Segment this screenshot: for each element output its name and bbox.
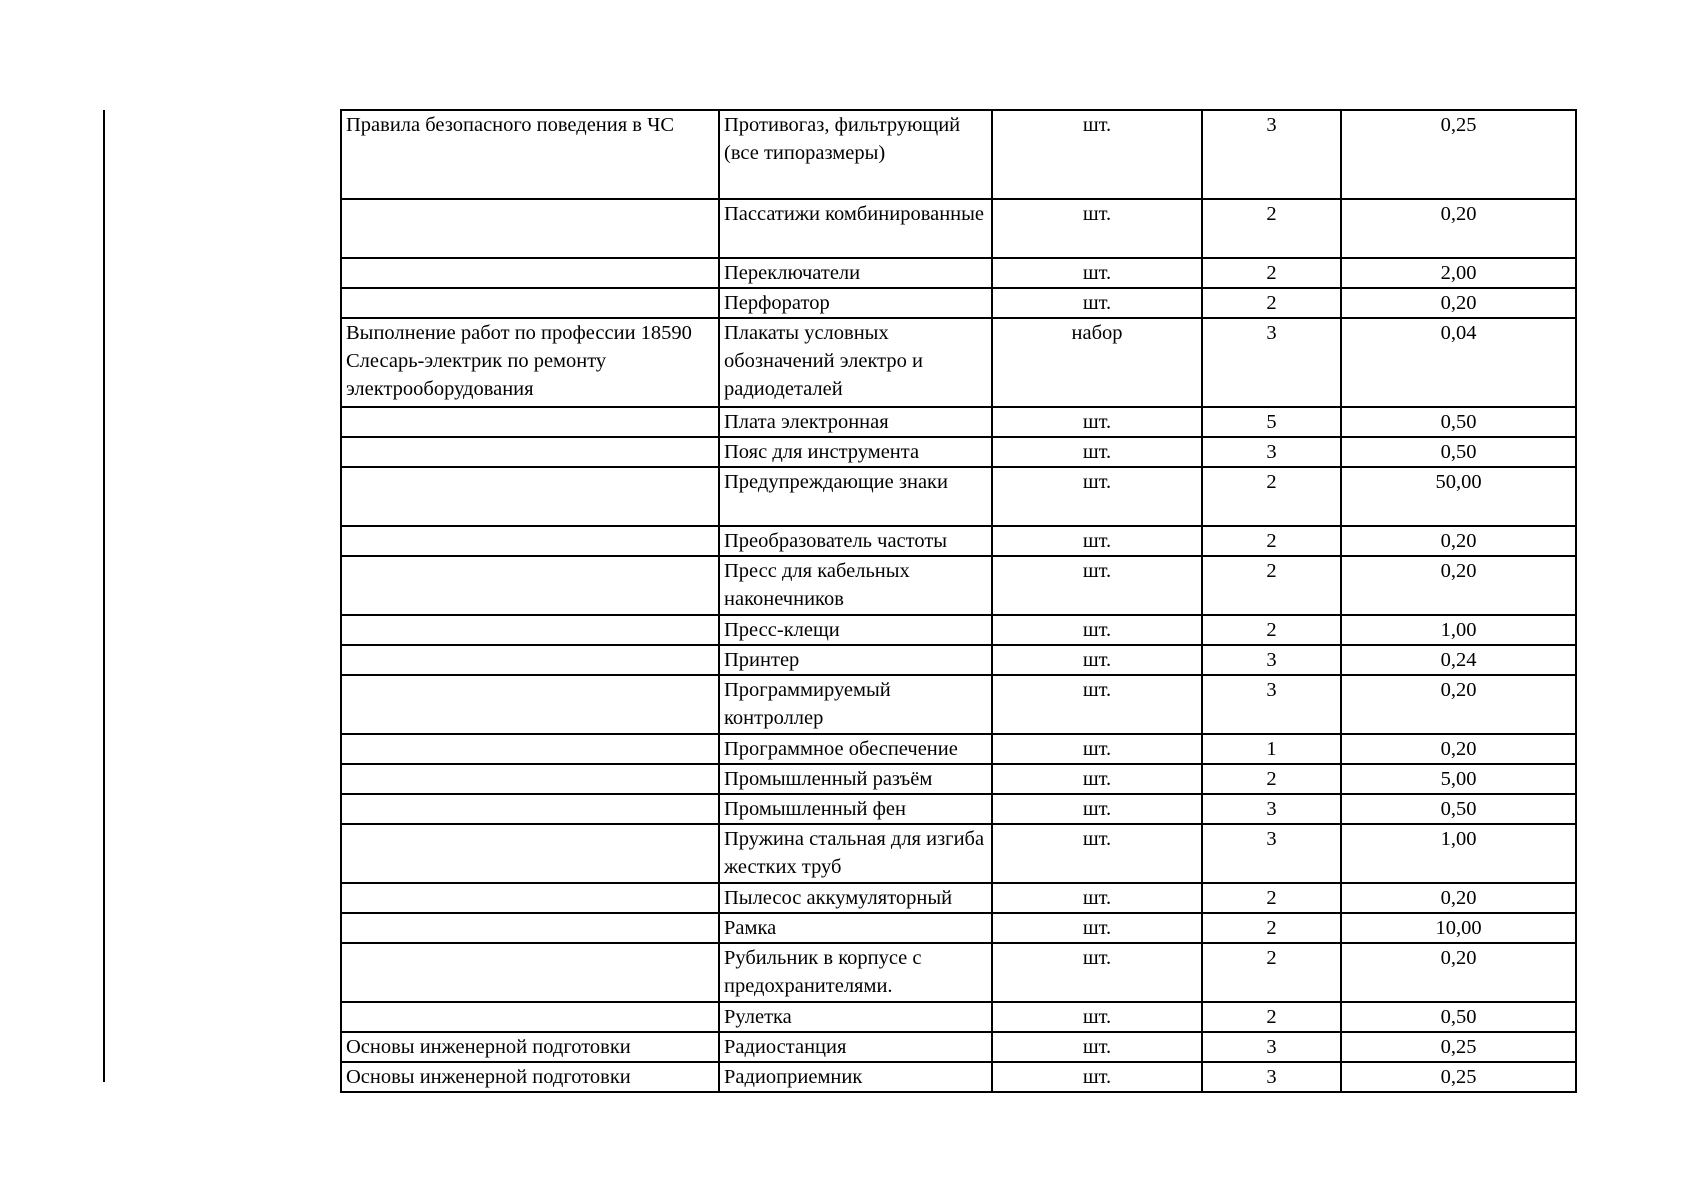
item-cell: Промышленный фен [719, 794, 992, 824]
value-cell: 0,20 [1341, 556, 1576, 615]
item-cell: Пресс для кабельных наконечников [719, 556, 992, 615]
unit-cell: шт. [992, 824, 1202, 883]
topic-cell [341, 764, 719, 794]
topic-cell [341, 913, 719, 943]
item-cell: Программируемый контроллер [719, 675, 992, 734]
unit-cell: шт. [992, 288, 1202, 318]
qty-cell: 2 [1202, 764, 1341, 794]
table-row [341, 913, 1576, 943]
unit-cell: шт. [992, 199, 1202, 258]
qty-cell: 2 [1202, 913, 1341, 943]
unit-cell: набор [992, 318, 1202, 407]
qty-cell: 2 [1202, 943, 1341, 1002]
value-cell: 1,00 [1341, 824, 1576, 883]
qty-cell: 3 [1202, 1032, 1341, 1062]
qty-cell: 2 [1202, 1002, 1341, 1032]
unit-cell: шт. [992, 943, 1202, 1002]
qty-cell: 2 [1202, 556, 1341, 615]
unit-cell: шт. [992, 526, 1202, 556]
table-row [341, 288, 1576, 318]
topic-cell [341, 1002, 719, 1032]
item-cell: Радиостанция [719, 1032, 992, 1062]
topic-cell [341, 794, 719, 824]
unit-cell: шт. [992, 645, 1202, 675]
table-row [341, 764, 1576, 794]
topic-cell [341, 824, 719, 883]
value-cell: 2,00 [1341, 258, 1576, 288]
unit-cell: шт. [992, 1002, 1202, 1032]
unit-cell: шт. [992, 764, 1202, 794]
qty-cell: 2 [1202, 199, 1341, 258]
table-row [341, 824, 1576, 883]
qty-cell: 1 [1202, 734, 1341, 764]
value-cell: 0,25 [1341, 110, 1576, 199]
item-cell: Пружина стальная для изгиба жестких труб [719, 824, 992, 883]
table-row [341, 467, 1576, 526]
value-cell: 0,20 [1341, 943, 1576, 1002]
topic-cell: Правила безопасного поведения в ЧС [341, 110, 719, 199]
left-margin-rule [103, 110, 105, 1082]
qty-cell: 3 [1202, 1062, 1341, 1092]
item-cell: Пояс для инструмента [719, 437, 992, 467]
item-cell: Рулетка [719, 1002, 992, 1032]
item-cell: Принтер [719, 645, 992, 675]
qty-cell: 3 [1202, 437, 1341, 467]
item-cell: Радиоприемник [719, 1062, 992, 1092]
topic-cell [341, 734, 719, 764]
value-cell: 0,50 [1341, 437, 1576, 467]
item-cell: Плакаты условных обозначений электро и радиодеталей [719, 318, 992, 407]
item-cell: Предупреждающие знаки [719, 467, 992, 526]
value-cell: 50,00 [1341, 467, 1576, 526]
item-cell: Плата электронная [719, 407, 992, 437]
table-row [341, 1032, 1576, 1062]
value-cell: 0,20 [1341, 199, 1576, 258]
topic-cell [341, 407, 719, 437]
table-row [341, 883, 1576, 913]
value-cell: 0,25 [1341, 1062, 1576, 1092]
qty-cell: 3 [1202, 318, 1341, 407]
unit-cell: шт. [992, 883, 1202, 913]
topic-cell: Основы инженерной подготовки [341, 1062, 719, 1092]
table-row [341, 675, 1576, 734]
item-cell: Программное обеспечение [719, 734, 992, 764]
qty-cell: 2 [1202, 526, 1341, 556]
value-cell: 0,20 [1341, 734, 1576, 764]
item-cell: Рубильник в корпусе с предохранителями. [719, 943, 992, 1002]
value-cell: 0,50 [1341, 1002, 1576, 1032]
qty-cell: 3 [1202, 675, 1341, 734]
qty-cell: 2 [1202, 615, 1341, 645]
item-cell: Пресс-клещи [719, 615, 992, 645]
topic-cell [341, 526, 719, 556]
topic-cell [341, 258, 719, 288]
topic-cell [341, 199, 719, 258]
unit-cell: шт. [992, 794, 1202, 824]
unit-cell: шт. [992, 675, 1202, 734]
unit-cell: шт. [992, 407, 1202, 437]
unit-cell: шт. [992, 1062, 1202, 1092]
table-row [341, 110, 1576, 199]
value-cell: 0,24 [1341, 645, 1576, 675]
unit-cell: шт. [992, 1032, 1202, 1062]
unit-cell: шт. [992, 437, 1202, 467]
qty-cell: 2 [1202, 883, 1341, 913]
table-row [341, 318, 1576, 407]
item-cell: Пылесос аккумуляторный [719, 883, 992, 913]
table-row [341, 1062, 1576, 1092]
topic-cell: Основы инженерной подготовки [341, 1032, 719, 1062]
table-row [341, 943, 1576, 1002]
value-cell: 0,20 [1341, 526, 1576, 556]
qty-cell: 3 [1202, 794, 1341, 824]
item-cell: Преобразователь частоты [719, 526, 992, 556]
item-cell: Рамка [719, 913, 992, 943]
topic-cell [341, 645, 719, 675]
topic-cell [341, 883, 719, 913]
qty-cell: 2 [1202, 467, 1341, 526]
table-row [341, 615, 1576, 645]
value-cell: 0,20 [1341, 675, 1576, 734]
topic-cell [341, 615, 719, 645]
value-cell: 0,04 [1341, 318, 1576, 407]
item-cell: Перфоратор [719, 288, 992, 318]
table-row [341, 794, 1576, 824]
table-row [341, 645, 1576, 675]
equipment-table [340, 109, 1577, 1093]
table-row [341, 437, 1576, 467]
table-row [341, 556, 1576, 615]
topic-cell [341, 675, 719, 734]
topic-cell [341, 288, 719, 318]
topic-cell [341, 943, 719, 1002]
unit-cell: шт. [992, 615, 1202, 645]
item-cell: Переключатели [719, 258, 992, 288]
unit-cell: шт. [992, 258, 1202, 288]
unit-cell: шт. [992, 556, 1202, 615]
item-cell: Противогаз, фильтрующий (все типоразмеры) [719, 110, 992, 199]
table-row [341, 258, 1576, 288]
value-cell: 0,50 [1341, 794, 1576, 824]
item-cell: Промышленный разъём [719, 764, 992, 794]
unit-cell: шт. [992, 734, 1202, 764]
unit-cell: шт. [992, 110, 1202, 199]
value-cell: 5,00 [1341, 764, 1576, 794]
item-cell: Пассатижи комбинированные [719, 199, 992, 258]
value-cell: 0,25 [1341, 1032, 1576, 1062]
topic-cell [341, 556, 719, 615]
table-row [341, 526, 1576, 556]
table-row [341, 407, 1576, 437]
value-cell: 10,00 [1341, 913, 1576, 943]
qty-cell: 2 [1202, 288, 1341, 318]
value-cell: 0,20 [1341, 883, 1576, 913]
topic-cell [341, 437, 719, 467]
qty-cell: 5 [1202, 407, 1341, 437]
value-cell: 0,20 [1341, 288, 1576, 318]
topic-cell [341, 467, 719, 526]
value-cell: 1,00 [1341, 615, 1576, 645]
unit-cell: шт. [992, 467, 1202, 526]
table-row [341, 734, 1576, 764]
table-row [341, 1002, 1576, 1032]
topic-cell: Выполнение работ по профессии 18590 Слесарь-электрик по ремонту электрооборудования [341, 318, 719, 407]
qty-cell: 3 [1202, 110, 1341, 199]
qty-cell: 3 [1202, 645, 1341, 675]
value-cell: 0,50 [1341, 407, 1576, 437]
qty-cell: 3 [1202, 824, 1341, 883]
table-row [341, 199, 1576, 258]
unit-cell: шт. [992, 913, 1202, 943]
qty-cell: 2 [1202, 258, 1341, 288]
